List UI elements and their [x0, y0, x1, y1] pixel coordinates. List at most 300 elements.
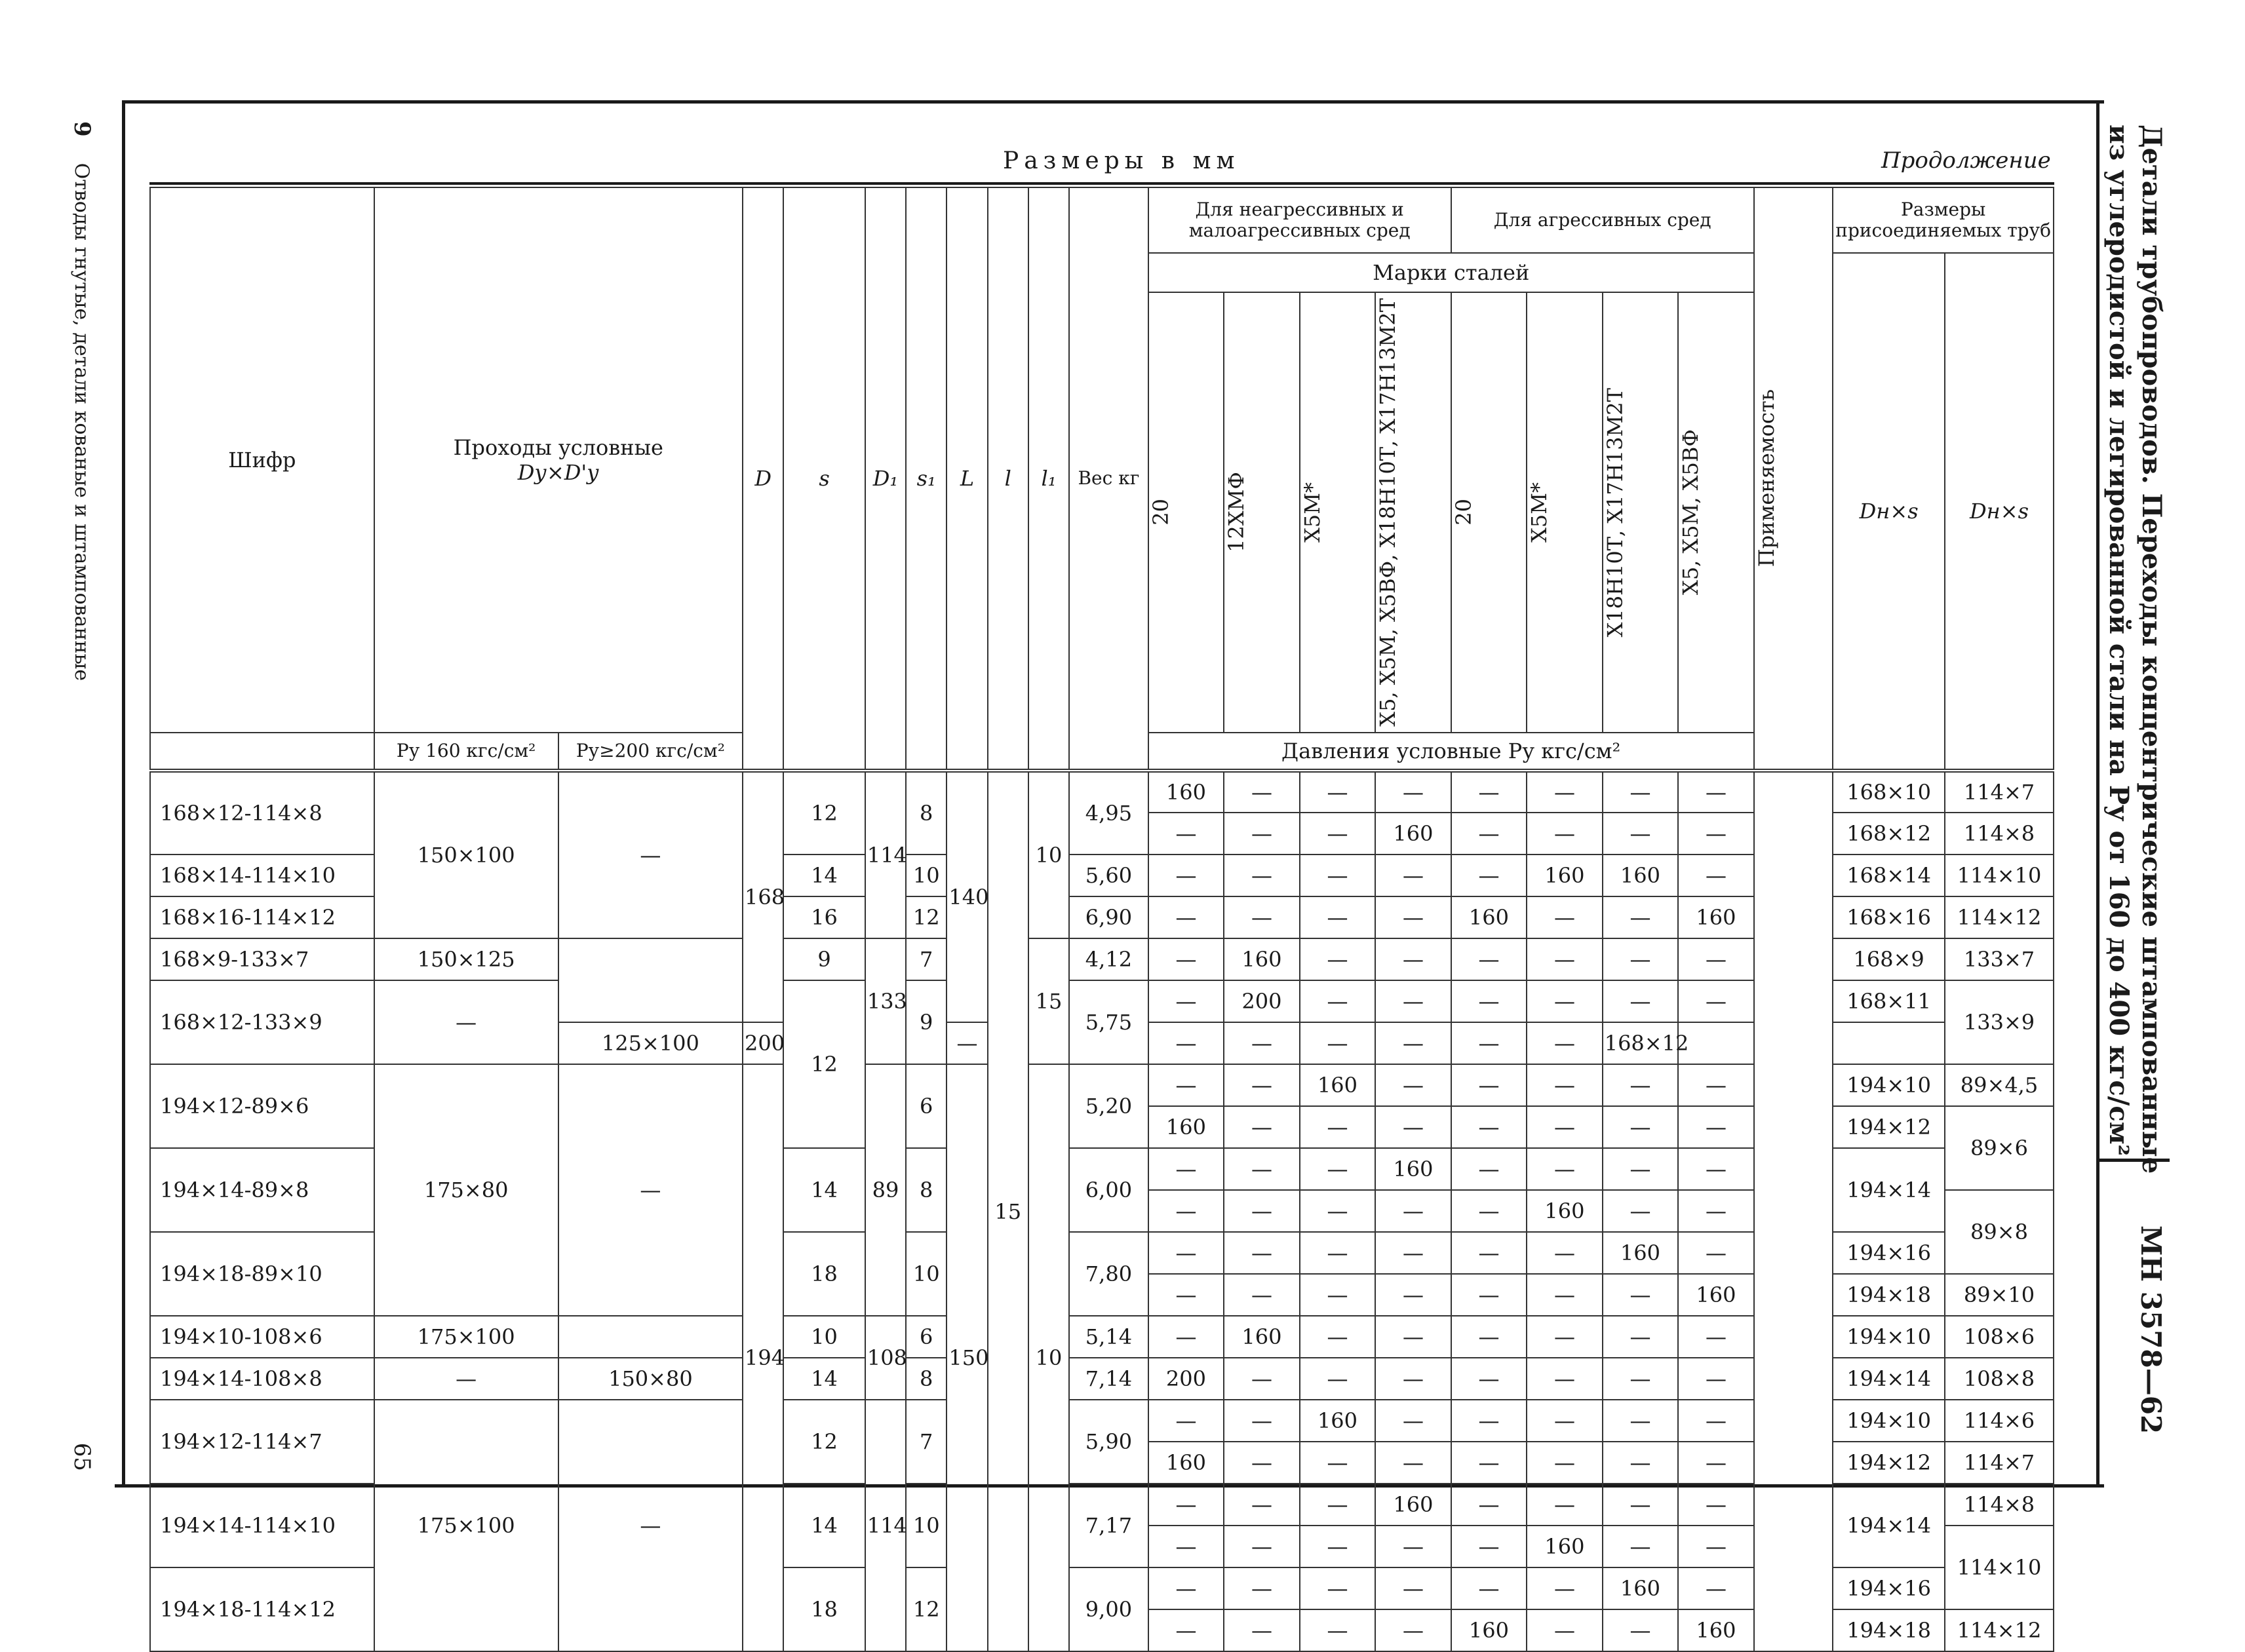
py160-cell: 150×125	[374, 938, 558, 980]
pressure-cell: —	[1678, 855, 1754, 896]
pipe-cell: 133×7	[1945, 938, 2054, 980]
py160-cell: —	[374, 1358, 558, 1400]
pressure-cell: —	[1148, 1400, 1224, 1442]
pressure-cell: 160	[1148, 771, 1224, 813]
steel-label: Х18Н10Т, Х17Н13М2Т	[1602, 387, 1628, 638]
pipe-cell: 168×14	[1833, 855, 1945, 896]
pressure-cell: —	[1224, 1274, 1300, 1316]
pressure-cell: —	[1224, 1400, 1300, 1442]
pressure-cell: —	[1451, 1484, 1527, 1526]
header-aggressive: Для агрессивных сред	[1451, 187, 1754, 253]
s1-cell: 6	[906, 1316, 947, 1358]
pressure-cell: —	[1678, 813, 1754, 855]
pipe-cell: 194×10	[1833, 1064, 1945, 1106]
header-steel-5	[1451, 292, 1527, 733]
pipe-cell: 194×12	[1833, 1442, 1945, 1484]
pressure-cell: —	[1527, 1148, 1603, 1190]
pipe-cell: 194×10	[1833, 1316, 1945, 1358]
s-cell: 12	[783, 771, 865, 855]
document-title-line2: из углеродистой и легированной стали на Pу от 160 до 400 кгс/см²	[2103, 125, 2134, 1156]
header-prokhody-text: Проходы условные	[453, 434, 663, 460]
pressure-cell: 160	[1300, 1064, 1376, 1106]
shifr-cell: 168×12-114×8	[150, 771, 374, 855]
pipe-cell: 194×16	[1833, 1232, 1945, 1274]
pipe-cell: 168×11	[1833, 980, 1945, 1022]
pipe-cell: 89×8	[1945, 1190, 2054, 1274]
header-primen-text: Применяемость	[1753, 389, 1779, 567]
L-cell: 150	[947, 1064, 987, 1651]
py200-cell: 125×100	[558, 1022, 743, 1064]
pressure-cell: —	[1300, 1316, 1376, 1358]
pressure-cell: 160	[1603, 1567, 1679, 1609]
pipe-cell: 114×12	[1945, 1609, 2054, 1651]
pressure-cell: —	[1375, 1358, 1451, 1400]
py160-cell: 150×100	[374, 771, 558, 938]
pressure-cell: —	[947, 1022, 987, 1064]
py200-cell: 150×80	[558, 1358, 743, 1400]
header-s: s	[783, 187, 865, 771]
pressure-cell: —	[1451, 1274, 1527, 1316]
pressure-cell: —	[1148, 1567, 1224, 1609]
pressure-cell: —	[1527, 771, 1603, 813]
header-D: D	[743, 187, 783, 771]
pressure-cell: —	[1148, 1484, 1224, 1526]
pressure-cell: 200	[743, 1022, 783, 1064]
pressure-cell: —	[1527, 1400, 1603, 1442]
l-cell: 15	[988, 771, 1028, 1651]
header-steel-6	[1527, 292, 1603, 733]
table-top-rule	[149, 182, 2054, 185]
pressure-cell: 160	[1224, 938, 1300, 980]
pressure-cell: —	[1527, 1567, 1603, 1609]
header-dn-s-1: Dн×s	[1833, 253, 1945, 771]
pipe-cell: 108×8	[1945, 1358, 2054, 1400]
pressure-cell: —	[1375, 1316, 1451, 1358]
header-steel-3	[1300, 292, 1376, 733]
header-steel-7	[1603, 292, 1679, 733]
pressure-cell: 160	[1300, 1400, 1376, 1442]
pipe-cell: 168×12	[1603, 1022, 1679, 1064]
pipe-cell: 114×7	[1945, 771, 2054, 813]
weight-cell: 6,90	[1069, 896, 1148, 938]
header-prokhody	[374, 187, 743, 733]
pressure-cell: —	[1451, 1567, 1527, 1609]
pressure-cell: 160	[1527, 855, 1603, 896]
pressure-cell: —	[1300, 1022, 1376, 1064]
steel-label: Х5, Х5М, Х5ВФ, Х18Н10Т, Х17Н13М2Т	[1375, 298, 1401, 727]
document-title-line1: Детали трубопроводов. Переходы концентрические штампованные	[2136, 125, 2167, 1174]
pipe-cell: 194×18	[1833, 1274, 1945, 1316]
header-steel-2	[1224, 292, 1300, 733]
pressure-cell: —	[1300, 1567, 1376, 1609]
pressure-cell: 160	[1451, 1609, 1527, 1651]
pressure-cell: —	[1451, 1526, 1527, 1567]
pressure-cell: 160	[1451, 896, 1527, 938]
pressure-cell: —	[1678, 938, 1754, 980]
shifr-cell: 194×18-114×12	[150, 1567, 374, 1651]
shifr-cell: 168×9-133×7	[150, 938, 374, 980]
weight-cell: 7,17	[1069, 1484, 1148, 1567]
pressure-cell: —	[1224, 813, 1300, 855]
s-cell: 14	[783, 855, 865, 896]
L-cell: 140	[947, 771, 987, 1022]
steel-label: 12ХМФ	[1224, 472, 1249, 553]
pressure-cell: —	[1375, 855, 1451, 896]
pressure-cell: —	[1375, 938, 1451, 980]
right-margin-title	[2096, 125, 2170, 1435]
pressure-cell: —	[1224, 1106, 1300, 1148]
pressure-cell: —	[1603, 1064, 1679, 1106]
s1-cell: 9	[906, 980, 947, 1064]
pressure-cell: 160	[1375, 1148, 1451, 1190]
s1-cell: 12	[906, 896, 947, 938]
pressure-cell: —	[1451, 771, 1527, 813]
pipe-cell: 89×4,5	[1945, 1064, 2054, 1106]
steel-label: Х5М*	[1299, 482, 1325, 543]
pressure-cell: —	[1603, 1400, 1679, 1442]
pressure-cell: —	[1678, 1358, 1754, 1400]
pressure-cell: —	[1300, 1190, 1376, 1232]
pressure-cell: —	[1224, 1022, 1300, 1064]
pressure-cell: —	[1451, 1190, 1527, 1232]
header-steel-1	[1148, 292, 1224, 733]
s1-cell: 6	[906, 1064, 947, 1148]
pressure-cell: —	[1527, 1358, 1603, 1400]
pressure-cell: —	[1678, 1567, 1754, 1609]
pressure-cell: —	[1603, 1148, 1679, 1190]
pressure-cell: —	[1148, 1148, 1224, 1190]
weight-cell: 5,75	[1069, 980, 1148, 1064]
pressure-cell: —	[1224, 771, 1300, 813]
pressure-cell: —	[1375, 896, 1451, 938]
pipe-cell: 133×9	[1945, 980, 2054, 1064]
pressure-cell: —	[1527, 813, 1603, 855]
frame-left-line	[122, 100, 125, 1487]
header-pressure: Давления условные Pу кгс/см²	[1148, 733, 1754, 771]
pressure-cell: —	[1300, 896, 1376, 938]
pressure-cell: 160	[1148, 1106, 1224, 1148]
header-steel-grades: Марки сталей	[1148, 253, 1754, 292]
header-primen	[1754, 187, 1833, 771]
header-l: l	[988, 187, 1028, 771]
D-cell: 194	[743, 1064, 783, 1651]
pressure-cell: 160	[1678, 1609, 1754, 1651]
shifr-cell: 194×18-89×10	[150, 1232, 374, 1316]
header-steel-4	[1375, 292, 1451, 733]
pressure-cell: —	[1375, 771, 1451, 813]
pressure-cell: 160	[1678, 1274, 1754, 1316]
pipe-cell: 168×12	[1833, 813, 1945, 855]
pipe-cell: 168×10	[1833, 771, 1945, 813]
pipe-cell: 114×10	[1945, 855, 2054, 896]
pressure-cell: —	[1603, 1358, 1679, 1400]
section-number: 9	[69, 121, 95, 137]
py200-cell	[558, 1316, 743, 1358]
pressure-cell: —	[1603, 1106, 1679, 1148]
pressure-cell: —	[1451, 980, 1527, 1022]
pressure-cell: —	[1527, 1484, 1603, 1526]
pressure-cell: —	[1375, 1609, 1451, 1651]
pressure-cell: —	[1603, 938, 1679, 980]
header-weight: Вес кг	[1069, 187, 1148, 771]
pressure-cell: —	[1148, 1232, 1224, 1274]
pressure-cell: —	[1224, 896, 1300, 938]
pressure-cell: —	[1678, 1484, 1754, 1526]
s-cell: 18	[783, 1232, 865, 1316]
s-cell: 14	[783, 1484, 865, 1567]
pressure-cell: —	[1148, 1064, 1224, 1106]
pressure-cell: 200	[1224, 980, 1300, 1022]
pressure-cell: —	[1678, 1064, 1754, 1106]
s-cell: 14	[783, 1148, 865, 1232]
pressure-cell: 160	[1603, 855, 1679, 896]
pressure-cell: —	[1527, 896, 1603, 938]
pressure-cell: —	[1300, 1484, 1376, 1526]
pressure-cell: —	[1224, 1064, 1300, 1106]
pressure-cell: 160	[1527, 1190, 1603, 1232]
shifr-cell: 194×14-89×8	[150, 1148, 374, 1232]
shifr-cell: 194×10-108×6	[150, 1316, 374, 1358]
pressure-cell: —	[1375, 1064, 1451, 1106]
pressure-cell: —	[1451, 855, 1527, 896]
pipe-cell: 89×10	[1945, 1274, 2054, 1316]
pipe-cell: 194×16	[1833, 1567, 1945, 1609]
pressure-cell: —	[1224, 1148, 1300, 1190]
pressure-cell: —	[1224, 855, 1300, 896]
header-prokhody-symbol: Dу×D'у	[517, 459, 599, 485]
pressure-cell: —	[1224, 1190, 1300, 1232]
frame-top-line	[122, 100, 2104, 104]
pressure-cell: —	[1678, 1232, 1754, 1274]
pipe-cell: 168×9	[1833, 938, 1945, 980]
header-s1: s₁	[906, 187, 947, 771]
pipe-cell: 89×6	[1945, 1106, 2054, 1190]
pressure-cell: —	[1300, 938, 1376, 980]
py200-cell: —	[558, 771, 743, 938]
pressure-cell: —	[1527, 938, 1603, 980]
pressure-cell: —	[1678, 771, 1754, 813]
pressure-cell: —	[1375, 1106, 1451, 1148]
pressure-cell: —	[1451, 1400, 1527, 1442]
pipe-cell: 194×14	[1833, 1484, 1945, 1567]
pressure-cell: —	[1678, 1190, 1754, 1232]
shifr-cell: 194×14-108×8	[150, 1358, 374, 1400]
s-cell: 9	[783, 938, 865, 980]
header-steel-8	[1678, 292, 1754, 733]
standard-number: МН 3578—62	[2135, 1225, 2167, 1434]
page-number: 65	[69, 1442, 95, 1471]
pressure-cell: —	[1603, 1526, 1679, 1567]
py160-cell: —	[374, 980, 558, 1064]
D1-cell: 108	[865, 1316, 906, 1400]
pressure-cell: —	[1603, 1274, 1679, 1316]
shifr-cell: 194×12-114×7	[150, 1400, 374, 1484]
pipe-cell: 194×18	[1833, 1609, 1945, 1651]
pressure-cell: —	[1375, 1442, 1451, 1484]
pressure-cell: —	[1375, 1526, 1451, 1567]
weight-cell: 7,80	[1069, 1232, 1148, 1316]
pressure-cell: —	[1678, 1106, 1754, 1148]
weight-cell: 7,14	[1069, 1358, 1148, 1400]
left-margin-header	[69, 121, 95, 1471]
table-caption: Размеры в мм	[1003, 147, 1240, 174]
pressure-cell: —	[1148, 1526, 1224, 1567]
D-cell: 168	[743, 771, 783, 1022]
D1-cell: 114	[865, 771, 906, 938]
dimensions-table	[149, 187, 2054, 1652]
D1-cell: 114	[865, 1400, 906, 1651]
D1-cell: 89	[865, 1064, 906, 1316]
pipe-cell: 114×6	[1945, 1400, 2054, 1442]
steel-label: Х5М*	[1527, 482, 1552, 543]
l1-cell: 15	[1028, 938, 1069, 1064]
py160-cell: 175×100	[374, 1400, 558, 1651]
pressure-cell: 160	[1148, 1442, 1224, 1484]
pipe-cell: 194×14	[1833, 1358, 1945, 1400]
s-cell: 10	[783, 1316, 865, 1358]
pressure-cell: —	[1148, 1316, 1224, 1358]
weight-cell: 5,20	[1069, 1064, 1148, 1148]
pressure-cell: —	[1148, 938, 1224, 980]
s-cell: 12	[783, 1400, 865, 1484]
header-D1: D₁	[865, 187, 906, 771]
pressure-cell: —	[1603, 1316, 1679, 1358]
continuation-label: Продолжение	[1881, 147, 2051, 174]
pressure-cell: —	[1678, 1442, 1754, 1484]
pressure-cell: —	[1300, 771, 1376, 813]
pressure-cell: —	[1148, 896, 1224, 938]
pressure-cell: —	[1527, 1442, 1603, 1484]
pressure-cell: —	[1300, 813, 1376, 855]
pressure-cell: —	[1451, 813, 1527, 855]
s1-cell: 12	[906, 1567, 947, 1651]
steel-label: Х5, Х5М, Х5ВФ	[1678, 429, 1704, 596]
s1-cell: 7	[906, 1400, 947, 1484]
pressure-cell: —	[1603, 1484, 1679, 1526]
section-title: Отводы гнутые, детали кованые и штампованные	[70, 163, 94, 682]
pressure-cell: 160	[1527, 1526, 1603, 1567]
l1-cell: 10	[1028, 1064, 1069, 1651]
pressure-cell: —	[1300, 1526, 1376, 1567]
l1-cell: 10	[1028, 771, 1069, 938]
pressure-cell: —	[1224, 1484, 1300, 1526]
s-cell: 12	[783, 980, 865, 1148]
py200-cell	[558, 938, 743, 1022]
s1-cell: 10	[906, 1484, 947, 1567]
pressure-cell: —	[1527, 1022, 1603, 1064]
D1-cell: 133	[865, 938, 906, 1064]
pressure-cell: —	[1224, 1609, 1300, 1651]
s1-cell: 10	[906, 1232, 947, 1316]
shifr-cell: 194×12-89×6	[150, 1064, 374, 1148]
pressure-cell: —	[1451, 1358, 1527, 1400]
header-L: L	[947, 187, 987, 771]
s1-cell: 7	[906, 938, 947, 980]
shifr-cell: 168×16-114×12	[150, 896, 374, 938]
pressure-cell: 160	[1375, 1484, 1451, 1526]
header-nonaggressive: Для неагрессивных и малоагрессивных сред	[1148, 187, 1451, 253]
pipe-cell: 194×12	[1833, 1106, 1945, 1148]
pressure-cell: —	[1451, 938, 1527, 980]
weight-cell: 6,00	[1069, 1148, 1148, 1232]
pressure-cell: —	[1375, 1022, 1451, 1064]
pressure-cell: —	[1148, 813, 1224, 855]
header-shifr: Шифр	[150, 187, 374, 733]
header-dn-s-2: Dн×s	[1945, 253, 2054, 771]
py160-cell: 175×80	[374, 1064, 558, 1316]
pressure-cell: —	[1603, 980, 1679, 1022]
header-py160: Pу 160 кгс/см²	[374, 733, 558, 771]
pressure-cell: —	[1451, 1106, 1527, 1148]
pressure-cell: —	[1300, 1232, 1376, 1274]
pressure-cell: —	[1148, 1274, 1224, 1316]
pressure-cell: —	[1678, 1148, 1754, 1190]
pressure-cell: —	[1300, 1442, 1376, 1484]
pipe-cell: 108×6	[1945, 1316, 2054, 1358]
s1-cell: 8	[906, 1148, 947, 1232]
pressure-cell: —	[1300, 1106, 1376, 1148]
pressure-cell: —	[1451, 1316, 1527, 1358]
pressure-cell: —	[1527, 980, 1603, 1022]
s1-cell: 8	[906, 1358, 947, 1400]
pressure-cell: —	[1148, 1609, 1224, 1651]
pressure-cell: —	[1603, 813, 1679, 855]
pressure-cell: —	[1148, 855, 1224, 896]
pressure-cell: —	[1224, 1526, 1300, 1567]
primen-cell	[1754, 771, 1833, 1651]
pipe-cell: 194×14	[1833, 1148, 1945, 1232]
pressure-cell: —	[1451, 1148, 1527, 1190]
pipe-cell: 114×7	[1945, 1442, 2054, 1484]
pressure-cell: 160	[1224, 1316, 1300, 1358]
pressure-cell: —	[1678, 1400, 1754, 1442]
pressure-cell: —	[1148, 980, 1224, 1022]
steel-label: 20	[1148, 499, 1173, 526]
pressure-cell: —	[1300, 1609, 1376, 1651]
pressure-cell: 160	[1603, 1232, 1679, 1274]
pressure-cell: —	[1527, 1316, 1603, 1358]
weight-cell: 5,60	[1069, 855, 1148, 896]
pressure-cell: —	[1527, 1609, 1603, 1651]
py200-cell: —	[558, 1064, 743, 1316]
s1-cell: 8	[906, 771, 947, 855]
pressure-cell: —	[1224, 1358, 1300, 1400]
weight-cell: 4,95	[1069, 771, 1148, 855]
pressure-cell: —	[1375, 1232, 1451, 1274]
pipe-cell: 114×10	[1945, 1526, 2054, 1609]
pressure-cell: —	[1678, 1316, 1754, 1358]
header-py200: Pу≥200 кгс/см²	[558, 733, 743, 771]
pressure-cell: —	[1603, 1190, 1679, 1232]
pressure-cell: —	[1451, 1022, 1527, 1064]
pressure-cell: —	[1603, 896, 1679, 938]
header-pipe-sizes: Размеры присоединяемых труб	[1833, 187, 2054, 253]
pressure-cell: —	[1148, 1022, 1224, 1064]
pressure-cell: —	[1451, 1442, 1527, 1484]
pressure-cell: —	[1300, 1358, 1376, 1400]
pressure-cell: —	[1375, 980, 1451, 1022]
s1-cell: 10	[906, 855, 947, 896]
pressure-cell: —	[1678, 1526, 1754, 1567]
pressure-cell: —	[1300, 855, 1376, 896]
s-cell: 14	[783, 1358, 865, 1400]
pressure-cell: —	[1603, 1442, 1679, 1484]
pipe-cell: 114×12	[1945, 896, 2054, 938]
pipe-cell: 114×8	[1945, 1484, 2054, 1526]
pressure-cell: —	[1603, 1609, 1679, 1651]
pressure-cell: —	[1148, 1190, 1224, 1232]
pressure-cell: —	[1603, 771, 1679, 813]
